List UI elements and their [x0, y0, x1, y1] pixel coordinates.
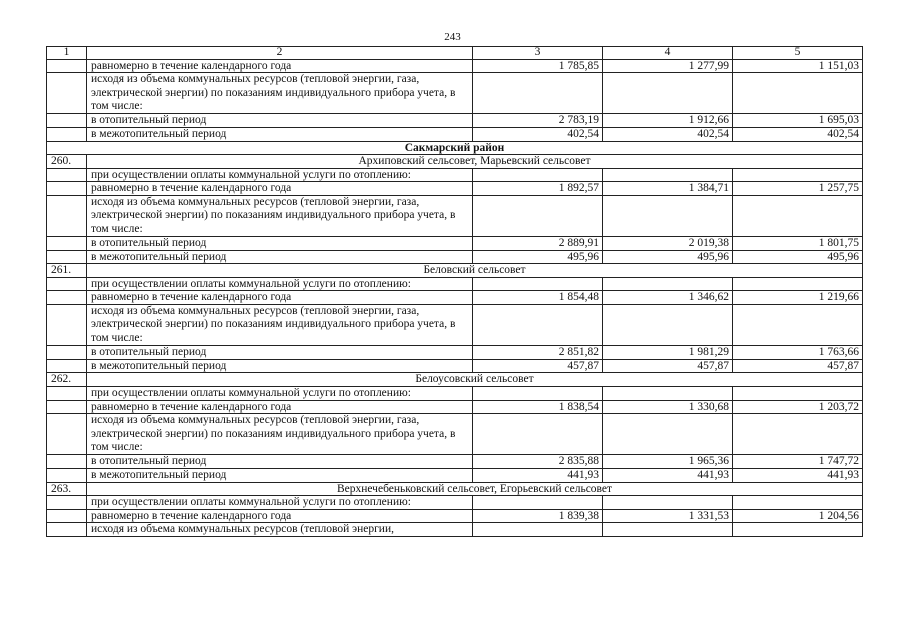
table-row	[47, 496, 863, 510]
row-description: при осуществлении оплаты коммунальной услуги по отоплению:	[87, 496, 473, 510]
value-col3	[473, 523, 603, 537]
value-col4	[603, 277, 733, 291]
table-row	[47, 182, 863, 196]
value-col5: 402,54	[733, 127, 863, 141]
row-description: при осуществлении оплаты коммунальной услуги по отоплению:	[87, 277, 473, 291]
row-description: исходя из объема коммунальных ресурсов (тепловой энергии,	[87, 523, 473, 537]
table-row	[47, 359, 863, 373]
row-number	[47, 237, 87, 251]
value-cell	[473, 305, 603, 346]
row-number: 262.	[47, 373, 87, 387]
column-header: 4	[603, 47, 733, 60]
row-description: в межотопительный период	[87, 127, 473, 141]
row-description: в межотопительный период	[87, 469, 473, 483]
value-col4: 1 965,36	[603, 455, 733, 469]
value-cell	[733, 305, 863, 346]
row-number	[47, 496, 87, 510]
row-description: равномерно в течение календарного года	[87, 400, 473, 414]
table-row	[47, 168, 863, 182]
row-description: при осуществлении оплаты коммунальной услуги по отоплению:	[87, 387, 473, 401]
value-col5	[733, 277, 863, 291]
section-heading-row	[47, 264, 863, 278]
table-row	[47, 291, 863, 305]
value-col4: 1 330,68	[603, 400, 733, 414]
section-heading: Архиповский сельсовет, Марьевский сельсовет	[87, 155, 863, 169]
row-number	[47, 400, 87, 414]
value-col5: 1 219,66	[733, 291, 863, 305]
value-col4: 1 277,99	[603, 59, 733, 73]
row-number: 263.	[47, 482, 87, 496]
table-row	[47, 114, 863, 128]
row-number	[47, 387, 87, 401]
value-col3: 402,54	[473, 127, 603, 141]
value-cell	[733, 195, 863, 236]
page-number: 243	[444, 31, 461, 43]
value-col5: 1 695,03	[733, 114, 863, 128]
value-col3: 457,87	[473, 359, 603, 373]
section-heading: Белоусовский сельсовет	[87, 373, 863, 387]
row-number	[47, 469, 87, 483]
value-col3: 2 889,91	[473, 237, 603, 251]
row-description: равномерно в течение календарного года	[87, 509, 473, 523]
value-col3: 1 892,57	[473, 182, 603, 196]
value-col5: 457,87	[733, 359, 863, 373]
row-number	[47, 59, 87, 73]
section-heading: Верхнечебеньковский сельсовет, Егорьевский сельсовет	[87, 482, 863, 496]
value-col4	[603, 523, 733, 537]
value-col3	[473, 277, 603, 291]
row-description: исходя из объема коммунальных ресурсов (тепловой энергии, газа, электрической энергии) по показаниям индивидуального прибора учета, в том числе:	[87, 414, 473, 455]
value-col5: 1 204,56	[733, 509, 863, 523]
row-description: в межотопительный период	[87, 250, 473, 264]
row-description: исходя из объема коммунальных ресурсов (тепловой энергии, газа, электрической энергии) по показаниям индивидуального прибора учета, в том числе:	[87, 195, 473, 236]
value-col3: 1 854,48	[473, 291, 603, 305]
value-col4: 1 912,66	[603, 114, 733, 128]
table-row	[47, 509, 863, 523]
table-row	[47, 387, 863, 401]
table-row	[47, 59, 863, 73]
value-col3: 495,96	[473, 250, 603, 264]
value-col5	[733, 523, 863, 537]
table-row	[47, 400, 863, 414]
tariff-table	[46, 46, 863, 537]
row-number	[47, 305, 87, 346]
value-cell	[733, 414, 863, 455]
value-cell	[603, 73, 733, 114]
row-number	[47, 414, 87, 455]
row-description: в отопительный период	[87, 346, 473, 360]
value-col5	[733, 387, 863, 401]
value-cell	[473, 195, 603, 236]
row-number	[47, 114, 87, 128]
value-col4	[603, 387, 733, 401]
row-number	[47, 195, 87, 236]
row-number	[47, 277, 87, 291]
value-col4	[603, 168, 733, 182]
value-col5: 1 151,03	[733, 59, 863, 73]
value-col3: 2 783,19	[473, 114, 603, 128]
table-row	[47, 277, 863, 291]
table-row	[47, 237, 863, 251]
table-row	[47, 250, 863, 264]
value-col4: 1 331,53	[603, 509, 733, 523]
column-header: 1	[47, 47, 87, 60]
section-heading-row	[47, 155, 863, 169]
value-cell	[473, 73, 603, 114]
table-header-row	[47, 47, 863, 60]
value-col3: 1 839,38	[473, 509, 603, 523]
row-number	[47, 509, 87, 523]
row-number	[47, 523, 87, 537]
value-col3	[473, 496, 603, 510]
value-col4: 2 019,38	[603, 237, 733, 251]
value-col3	[473, 168, 603, 182]
value-col4: 402,54	[603, 127, 733, 141]
row-description: в отопительный период	[87, 114, 473, 128]
value-col5: 1 801,75	[733, 237, 863, 251]
column-header: 5	[733, 47, 863, 60]
value-col5	[733, 168, 863, 182]
table-row	[47, 455, 863, 469]
section-heading-row	[47, 373, 863, 387]
value-col5: 1 763,66	[733, 346, 863, 360]
table-row	[47, 346, 863, 360]
table-row	[47, 469, 863, 483]
column-header: 3	[473, 47, 603, 60]
row-number	[47, 182, 87, 196]
row-number	[47, 359, 87, 373]
value-col3: 2 851,82	[473, 346, 603, 360]
row-number	[47, 291, 87, 305]
value-col5: 1 257,75	[733, 182, 863, 196]
column-header: 2	[87, 47, 473, 60]
value-col3: 2 835,88	[473, 455, 603, 469]
row-number: 261.	[47, 264, 87, 278]
row-number	[47, 250, 87, 264]
value-cell	[603, 305, 733, 346]
row-number	[47, 455, 87, 469]
table-row	[47, 127, 863, 141]
value-col4: 1 384,71	[603, 182, 733, 196]
row-description: исходя из объема коммунальных ресурсов (тепловой энергии, газа, электрической энергии) по показаниям индивидуального прибора учета, в том числе:	[87, 73, 473, 114]
row-number	[47, 168, 87, 182]
value-col3: 441,93	[473, 469, 603, 483]
row-description: в отопительный период	[87, 455, 473, 469]
value-col4: 1 346,62	[603, 291, 733, 305]
district-heading: Сакмарский район	[47, 141, 863, 155]
value-cell	[473, 414, 603, 455]
value-col4: 441,93	[603, 469, 733, 483]
value-col4: 457,87	[603, 359, 733, 373]
value-col4	[603, 496, 733, 510]
value-col3: 1 785,85	[473, 59, 603, 73]
row-description: при осуществлении оплаты коммунальной услуги по отоплению:	[87, 168, 473, 182]
row-description: исходя из объема коммунальных ресурсов (тепловой энергии, газа, электрической энергии) по показаниям индивидуального прибора учета, в том числе:	[87, 305, 473, 346]
value-col5: 441,93	[733, 469, 863, 483]
row-number	[47, 73, 87, 114]
section-heading-row	[47, 482, 863, 496]
row-description: равномерно в течение календарного года	[87, 182, 473, 196]
row-number	[47, 127, 87, 141]
row-description: равномерно в течение календарного года	[87, 291, 473, 305]
row-description: равномерно в течение календарного года	[87, 59, 473, 73]
row-description: в отопительный период	[87, 237, 473, 251]
value-col4: 1 981,29	[603, 346, 733, 360]
value-col5: 1 203,72	[733, 400, 863, 414]
table-row	[47, 523, 863, 537]
table-row	[47, 73, 863, 114]
section-heading: Беловский сельсовет	[87, 264, 863, 278]
value-col4: 495,96	[603, 250, 733, 264]
table-row	[47, 305, 863, 346]
value-col3	[473, 387, 603, 401]
value-col5: 1 747,72	[733, 455, 863, 469]
table-row	[47, 195, 863, 236]
row-description: в межотопительный период	[87, 359, 473, 373]
value-cell	[733, 73, 863, 114]
table-row	[47, 414, 863, 455]
row-number	[47, 346, 87, 360]
value-col3: 1 838,54	[473, 400, 603, 414]
row-number: 260.	[47, 155, 87, 169]
table-body	[47, 59, 863, 537]
value-cell	[603, 414, 733, 455]
value-col5	[733, 496, 863, 510]
district-heading-row	[47, 141, 863, 155]
value-cell	[603, 195, 733, 236]
value-col5: 495,96	[733, 250, 863, 264]
